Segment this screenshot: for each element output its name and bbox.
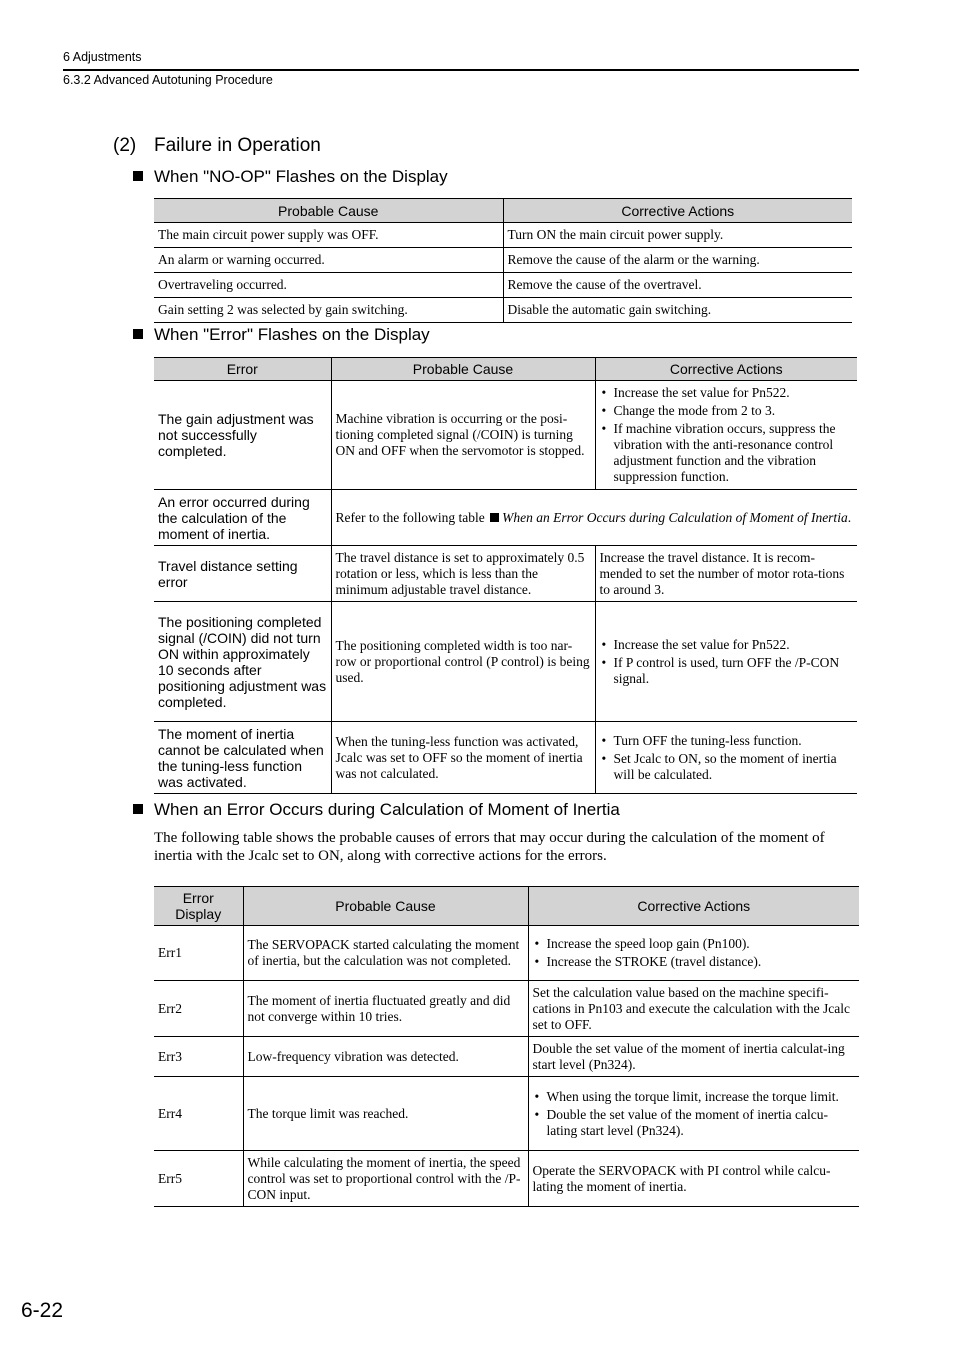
- error-code-cell: Err3: [154, 1037, 243, 1077]
- action-cell: Disable the automatic gain switching.: [503, 298, 852, 323]
- list-item: • Increase the speed loop gain (Pn100).: [533, 936, 856, 952]
- cause-cell: Overtraveling occurred.: [154, 273, 503, 298]
- square-bullet-icon: [133, 329, 143, 339]
- table-row: [154, 248, 852, 273]
- action-cell: [528, 1077, 859, 1151]
- table-row: [154, 298, 852, 323]
- reference-suffix: .: [847, 509, 852, 525]
- intro-paragraph: The following table shows the probable causes of errors that may occur during the calculation of the moment of inertia with the Jcalc set to ON, along with corrective actions for the errors.: [154, 830, 825, 864]
- table-row: [154, 1077, 859, 1151]
- cause-cell: The moment of inertia fluctuated greatly and did not converge within 10 tries.: [243, 981, 528, 1037]
- section-number: (2): [113, 135, 137, 156]
- table-header-row: [154, 358, 857, 381]
- list-item: • If P control is used, turn OFF the /P-CON signal.: [600, 655, 854, 687]
- error-cell: The positioning completed signal (/COIN) did not turn ON within approximately 10 seconds after positioning adjustment was completed.: [154, 602, 331, 722]
- noop-table: [154, 198, 852, 323]
- list-item: • Double the set value of the moment of inertia calcu-lating start level (Pn324).: [533, 1107, 856, 1139]
- cause-cell: When the tuning-less function was activated, Jcalc was set to OFF so the moment of inertia was not calculated.: [331, 722, 595, 794]
- action-list: [600, 637, 854, 687]
- subheading-noop-title: When "NO-OP" Flashes on the Display: [154, 167, 448, 186]
- subheading-error-title: When "Error" Flashes on the Display: [154, 325, 430, 344]
- error-code-cell: Err2: [154, 981, 243, 1037]
- list-item: • Change the mode from 2 to 3.: [600, 403, 854, 419]
- subheading-inertia-title: When an Error Occurs during Calculation of Moment of Inertia: [154, 800, 620, 819]
- inertia-error-table: [154, 886, 859, 1207]
- action-list: [533, 936, 856, 970]
- cause-cell: An alarm or warning occurred.: [154, 248, 503, 273]
- list-item: • Turn OFF the tuning-less function.: [600, 733, 854, 749]
- table-row: [154, 546, 857, 602]
- table-row: [154, 926, 859, 981]
- running-header-chapter: 6 Adjustments: [63, 50, 142, 64]
- subheading-error: [133, 325, 430, 345]
- square-bullet-icon: [133, 804, 143, 814]
- action-cell: Increase the travel distance. It is recom-mended to set the number of motor rota-tions to around 3.: [595, 546, 857, 602]
- section-heading: [113, 135, 321, 157]
- cause-cell: The main circuit power supply was OFF.: [154, 223, 503, 248]
- cause-cell: The positioning completed width is too nar-row or proportional control (P control) is being used.: [331, 602, 595, 722]
- square-bullet-icon: [490, 513, 499, 522]
- cause-cell: The torque limit was reached.: [243, 1077, 528, 1151]
- action-cell: [595, 722, 857, 794]
- action-list: [600, 385, 854, 485]
- action-cell: Remove the cause of the overtravel.: [503, 273, 852, 298]
- action-cell: Set the calculation value based on the machine specifi-cations in Pn103 and execute the calculation with the Jcalc set to OFF.: [528, 981, 859, 1037]
- reference-prefix: Refer to the following table: [335, 509, 485, 525]
- column-header: Probable Cause: [154, 199, 503, 223]
- table-row: [154, 273, 852, 298]
- error-cell: The moment of inertia cannot be calculated when the tuning-less function was activated.: [154, 722, 331, 794]
- action-cell: Remove the cause of the alarm or the warning.: [503, 248, 852, 273]
- cause-cell: While calculating the moment of inertia, the speed control was set to proportional control with the /P-CON input.: [243, 1151, 528, 1207]
- table-row: [154, 490, 857, 546]
- error-cell: An error occurred during the calculation of the moment of inertia.: [154, 490, 331, 546]
- subheading-noop: [133, 167, 448, 187]
- column-header: Probable Cause: [331, 358, 595, 381]
- section-title: Failure in Operation: [154, 135, 321, 156]
- error-table: [154, 357, 857, 794]
- action-cell: [595, 602, 857, 722]
- running-header-section: 6.3.2 Advanced Autotuning Procedure: [63, 73, 273, 87]
- cause-cell: Gain setting 2 was selected by gain switching.: [154, 298, 503, 323]
- action-cell: [595, 381, 857, 490]
- table-header-row: [154, 887, 859, 926]
- action-cell: Double the set value of the moment of inertia calculat-ing start level (Pn324).: [528, 1037, 859, 1077]
- reference-cell: [331, 490, 857, 546]
- list-item: • Increase the set value for Pn522.: [600, 637, 854, 653]
- action-list: [600, 733, 854, 783]
- error-cell: The gain adjustment was not successfully completed.: [154, 381, 331, 490]
- list-item: • When using the torque limit, increase the torque limit.: [533, 1089, 856, 1105]
- column-header: Error Display: [154, 887, 243, 926]
- list-item: • If machine vibration occurs, suppress the vibration with the anti-resonance control adjustment function and the vibration suppression function.: [600, 421, 854, 485]
- cause-cell: The travel distance is set to approximately 0.5 rotation or less, which is less than the minimum adjustable travel distance.: [331, 546, 595, 602]
- column-header: Corrective Actions: [503, 199, 852, 223]
- subheading-inertia: [133, 800, 620, 820]
- table-row: [154, 1151, 859, 1207]
- table-row: [154, 722, 857, 794]
- action-cell: [528, 926, 859, 981]
- error-code-cell: Err4: [154, 1077, 243, 1151]
- table-row: [154, 381, 857, 490]
- list-item: • Set Jcalc to ON, so the moment of inertia will be calculated.: [600, 751, 854, 783]
- action-cell: Turn ON the main circuit power supply.: [503, 223, 852, 248]
- square-bullet-icon: [133, 171, 143, 181]
- table-header-row: [154, 199, 852, 223]
- cause-cell: Machine vibration is occurring or the posi-tioning completed signal (/COIN) is turning ON and OFF when the servomotor is stopped.: [331, 381, 595, 490]
- cause-cell: The SERVOPACK started calculating the moment of inertia, but the calculation was not completed.: [243, 926, 528, 981]
- column-header: Error: [154, 358, 331, 381]
- column-header: Probable Cause: [243, 887, 528, 926]
- header-rule: [63, 69, 859, 71]
- column-header: Corrective Actions: [595, 358, 857, 381]
- reference-link[interactable]: When an Error Occurs during Calculation of Moment of Inertia: [502, 509, 848, 525]
- table-row: [154, 602, 857, 722]
- list-item: • Increase the set value for Pn522.: [600, 385, 854, 401]
- list-item: • Increase the STROKE (travel distance).: [533, 954, 856, 970]
- page-number: 6-22: [21, 1299, 64, 1322]
- action-cell: Operate the SERVOPACK with PI control while calcu-lating the moment of inertia.: [528, 1151, 859, 1207]
- table-row: [154, 1037, 859, 1077]
- column-header: Corrective Actions: [528, 887, 859, 926]
- error-cell: Travel distance setting error: [154, 546, 331, 602]
- table-row: [154, 223, 852, 248]
- table-row: [154, 981, 859, 1037]
- action-list: [533, 1089, 856, 1139]
- cause-cell: Low-frequency vibration was detected.: [243, 1037, 528, 1077]
- error-code-cell: Err5: [154, 1151, 243, 1207]
- error-code-cell: Err1: [154, 926, 243, 981]
